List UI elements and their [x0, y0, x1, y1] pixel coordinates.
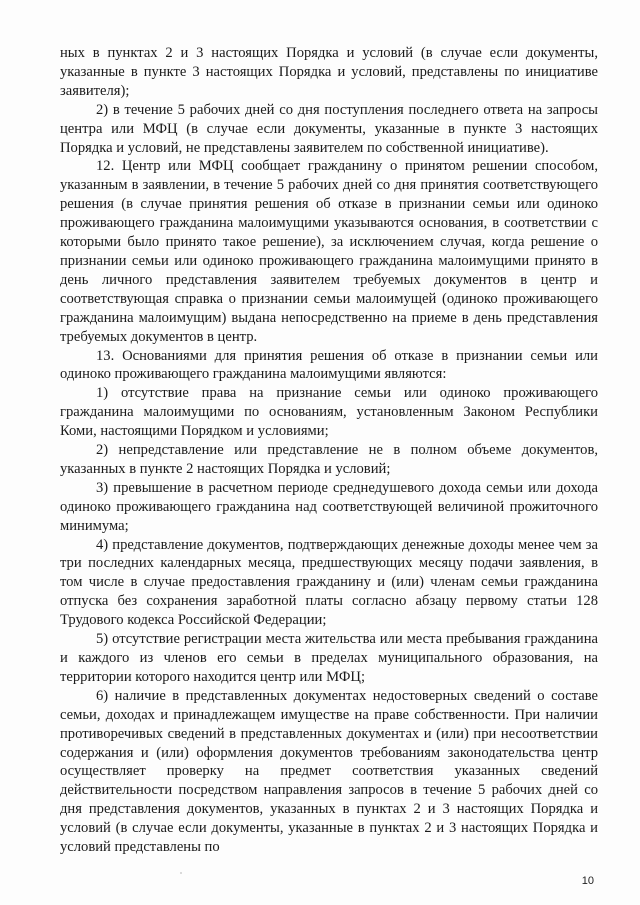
- paragraph-reason-5: 5) отсутствие регистрации места жительства или места пребывания гражданина и каждого из членов его семьи в пределах муниципального образования, на территории которого находится центр или МФЦ;: [60, 631, 598, 685]
- paragraph-reason-6: 6) наличие в представленных документах недостоверных сведений о составе семьи, доходах и принадлежащем имуществе на праве собственности. При наличии противоречивых сведений в представленных документах и (или) при несоответствии содержания и (или) оформления документов требованиям законодательства центр осуществляет проверку на предмет соответствия указанных сведений действительности посредством направления запросов в течение 5 рабочих дней со дня представления документов, указанных в пунктах 2 и 3 настоящих Порядка и условий (в случае если документы, указанные в пунктах 2 и 3 настоящих Порядка и условий представлены по: [60, 687, 598, 856]
- paragraph-clause-13: 13. Основаниями для принятия решения об отказе в признании семьи или одиноко проживающего гражданина малоимущими являются:: [60, 347, 598, 383]
- paragraph-reason-1: 1) отсутствие права на признание семьи или одиноко проживающего гражданина малоимущими по основаниям, установленным Законом Республики Коми, настоящими Порядком и условиями;: [60, 385, 598, 440]
- paragraph-continuation: ных в пунктах 2 и 3 настоящих Порядка и условий (в случае если документы, указанные в пункте 3 настоящих Порядка и условий, представлены по инициативе заявителя);: [60, 45, 598, 99]
- paragraph-reason-4: 4) представление документов, подтверждающих денежные доходы менее чем за три последних календарных месяца, предшествующих месяцу подачи заявления, в том числе в случае предоставления гражданину и (или) членам семьи гражданина отпуска без сохранения заработной платы согласно абзацу первому статьи 128 Трудового кодекса Российской Федерации;: [60, 536, 598, 629]
- paragraph-item-2: 2) в течение 5 рабочих дней со дня поступления последнего ответа на запросы центра или МФЦ (в случае если документы, указанные в пункте 3 настоящих Порядка и условий, не представлены заявителем по собственной инициативе).: [60, 101, 598, 156]
- page-number: 10: [581, 875, 594, 887]
- paragraph-reason-3: 3) превышение в расчетном периоде среднедушевого дохода семьи или дохода одиноко проживающего гражданина над соответствующей величиной прожиточного минимума;: [60, 479, 598, 534]
- scan-speck: [180, 872, 182, 874]
- paragraph-reason-2: 2) непредставление или представление не в полном объеме документов, указанных в пункте 2 настоящих Порядка и условий;: [60, 442, 598, 477]
- document-body: [60, 44, 598, 857]
- paragraph-clause-12: 12. Центр или МФЦ сообщает гражданину о принятом решении способом, указанным в заявлении, в течение 5 рабочих дней со дня принятия соответствующего решения (в случае принятия решения об отказе в признании семьи или одиноко проживающего гражданина малоимущими указываются основания, в соответствии с которыми было принято такое решение), за исключением случая, когда решение о признании семьи или одиноко проживающего гражданина малоимущими принято в день личного представления заявителем требуемых документов в центр и соответствующая справка о признании семьи малоимущей (одиноко проживающего гражданина малоимущим) выдана непосредственно на приеме в день представления требуемых документов в центр.: [60, 158, 598, 345]
